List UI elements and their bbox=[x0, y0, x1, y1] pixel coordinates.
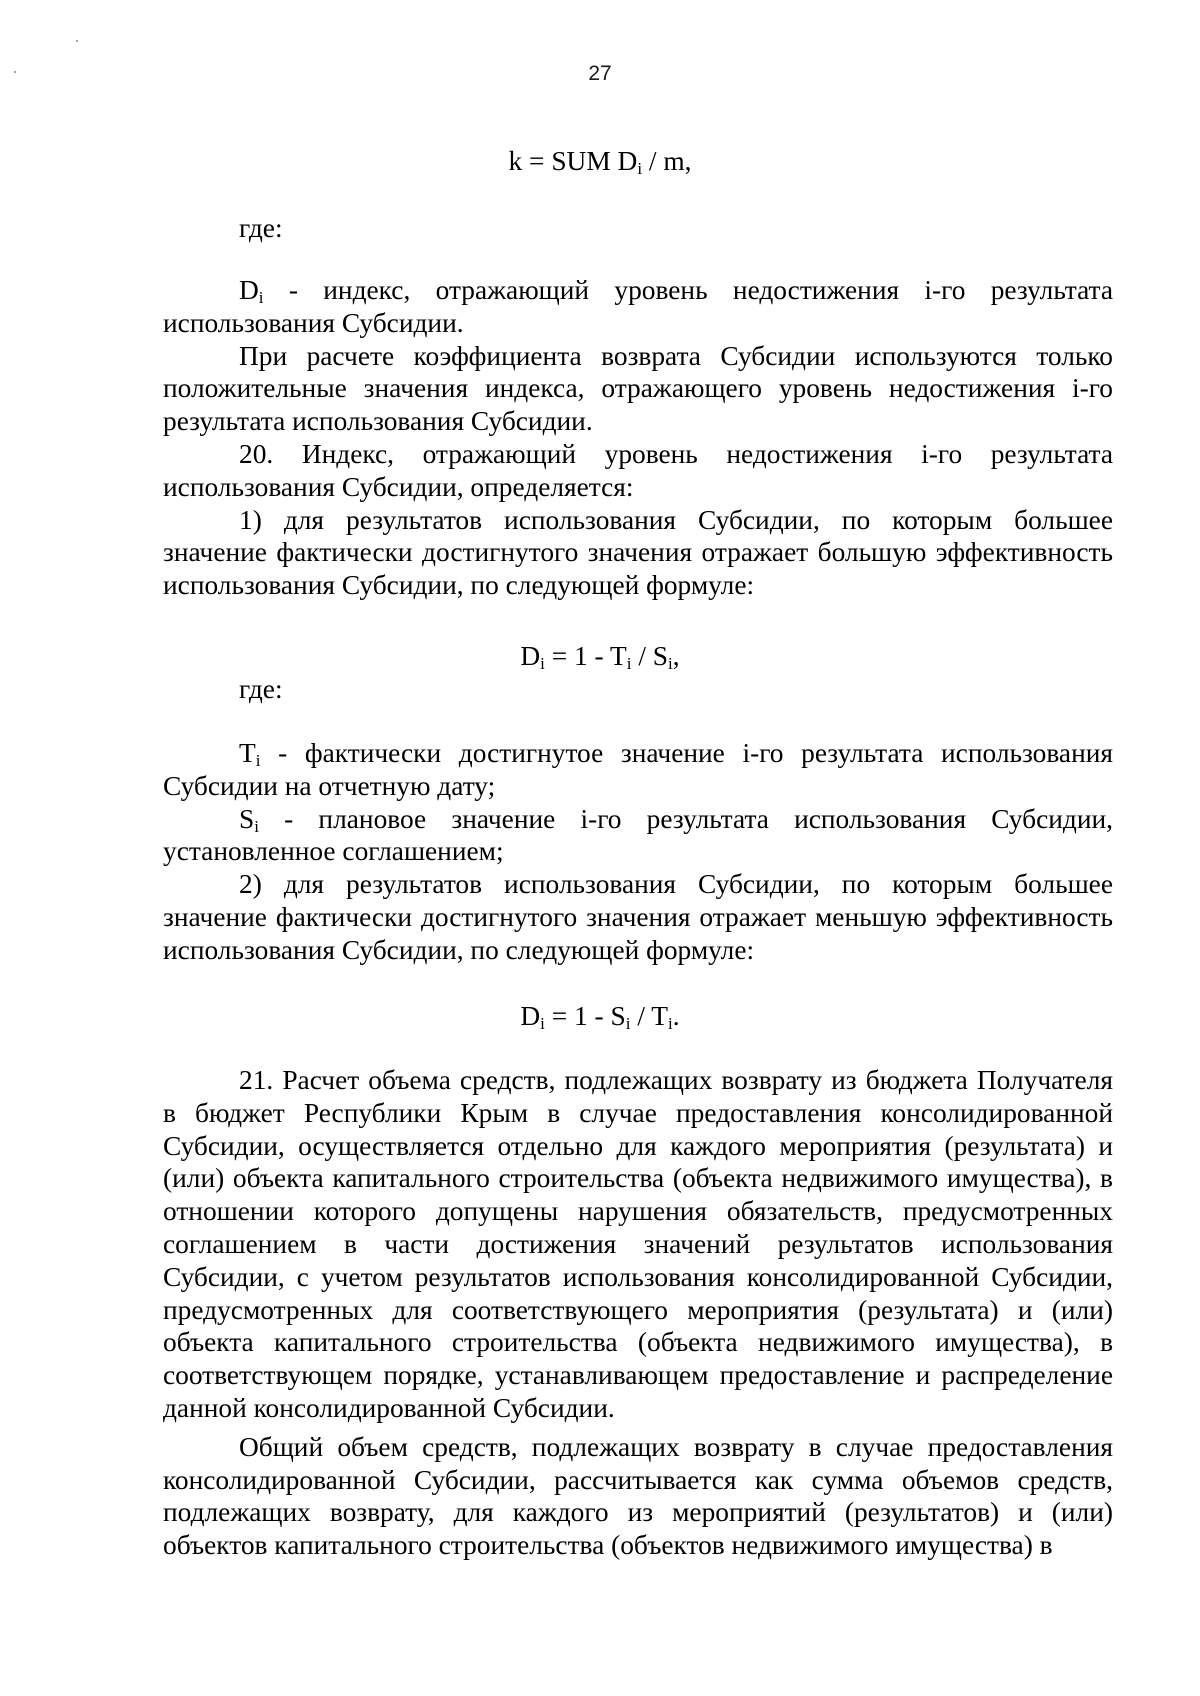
scan-speck bbox=[76, 40, 78, 42]
paragraph-total: Общий объем средств, подлежащих возврату в случае предоставления консолидированной Субсидии, рассчитывается как сумма объемов средств, подлежащих возврату, для каждого из мероприятий (результатов) и (или) объектов капитального строительства (объектов недвижимого имущества) в bbox=[163, 1431, 1113, 1561]
text-block-1 bbox=[163, 274, 1113, 602]
formula-di-2: $D_i = 1 - S_i / T_i$. bbox=[520, 1001, 680, 1034]
formula-di-1: $D_i = 1 - T_i / S_i$, bbox=[520, 641, 680, 674]
definition-di: $D_i$ - индекс, отражающий уровень недостижения i-го результата использования Субсидии. bbox=[163, 275, 1113, 338]
where-label: где: bbox=[239, 674, 283, 704]
definition-si: $S_i$ - плановое значение i-го результата использования Субсидии, установленное соглашением; bbox=[163, 803, 1113, 867]
paragraph-positive-values: При расчете коэффициента возврата Субсидии используются только положительные значения индекса, отражающего уровень недостижения i-го результата использования Субсидии. bbox=[163, 340, 1113, 437]
paragraph-20-item-1: 1) для результатов использования Субсидии, по которым большее значение фактически достигнутого значения отражает большую эффективность использования Субсидии, по следующей формуле: bbox=[163, 504, 1113, 601]
definition-ti: $T_i$ - фактически достигнутое значение i-го результата использования Субсидии на отчетную дату; bbox=[163, 738, 1113, 801]
text-block-3 bbox=[163, 1064, 1113, 1562]
where-label: где: bbox=[239, 213, 283, 243]
paragraph-20-item-2: 2) для результатов использования Субсидии, по которым большее значение фактически достигнутого значения отражает меньшую эффективность использования Субсидии, по следующей формуле: bbox=[163, 869, 1113, 965]
paragraph-20: 20. Индекс, отражающий уровень недостижения i-го результата использования Субсидии, определяется: bbox=[163, 438, 1113, 502]
text-block-2 bbox=[163, 737, 1113, 967]
page-number: 27 bbox=[588, 62, 612, 85]
formula-k: k = SUM $D_i$ / m, bbox=[508, 146, 692, 179]
paragraph-21: 21. Расчет объема средств, подлежащих возврату из бюджета Получателя в бюджет Республики Крым в случае предоставления консолидированной Субсидии, осуществляется отдельно для каждого мероприятия (результата) и (или) объекта капитального строительства (объекта недвижимого имущества), в отношении которого допущены нарушения обязательств, предусмотренных соглашением в части достижения значений результатов использования Субсидии, с учетом результатов использования консолидированной Субсидии, предусмотренных для соответствующего мероприятия (результата) и (или) объекта капитального строительства (объекта недвижимого имущества), в соответствующем порядке, устанавливающем предоставление и распределение данной консолидированной Субсидии. bbox=[163, 1065, 1113, 1423]
